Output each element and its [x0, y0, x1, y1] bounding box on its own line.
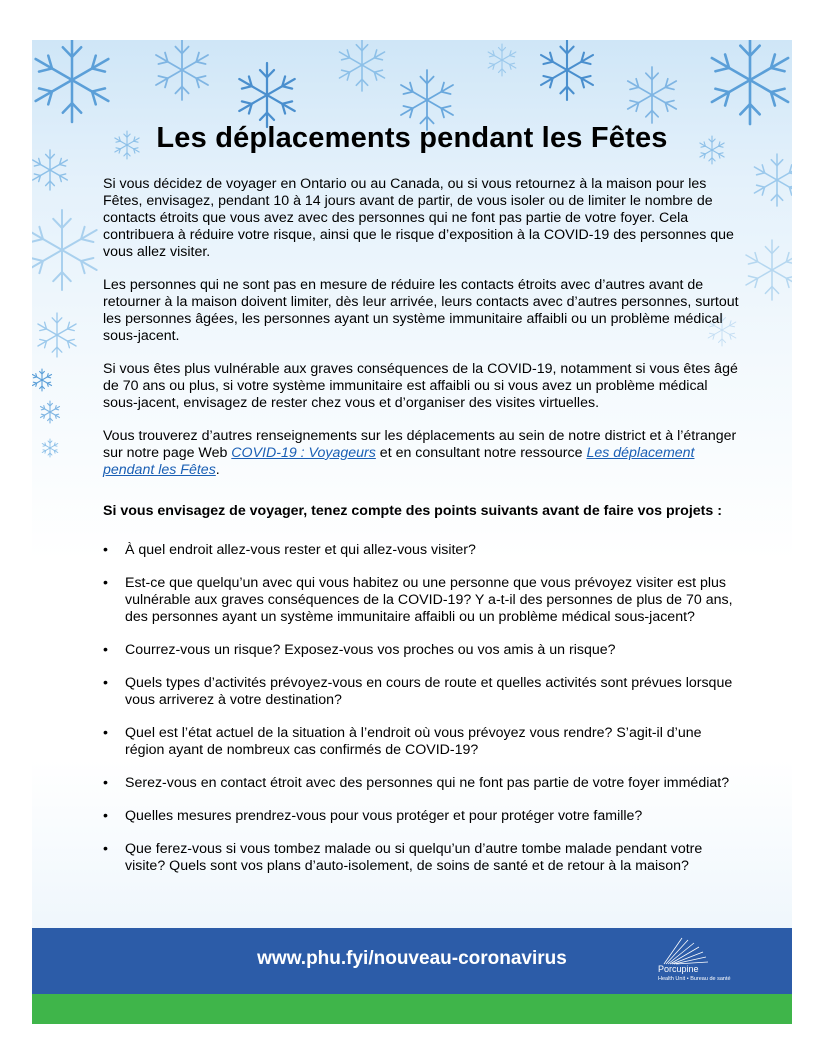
flyer-page	[32, 40, 792, 1024]
list-item	[103, 542, 743, 559]
covid-travellers-link[interactable]: COVID-19 : Voyageurs	[231, 445, 376, 461]
holiday-travel-resource-link[interactable]: Les déplacement pendant les Fêtes	[103, 445, 695, 478]
paragraph-travel-isolation: Si vous décidez de voyager en Ontario ou au Canada, ou si vous retournez à la maison pour les Fêtes, envisagez, pendant 10 à 14 jours avant de partir, de vous isoler ou de limiter le nombre de contacts étroits que vous avez avec des personnes qui ne font pas partie de votre foyer. Cela contribuera à réduire votre risque, ainsi que le risque d’exposition à la COVID-19 des personnes que vous allez visiter.	[103, 176, 734, 260]
resources-text-middle: et en consultant notre ressource	[375, 445, 587, 461]
bullet-icon: •	[103, 725, 108, 741]
list-item-text: Courrez-vous un risque? Exposez-vous vos proches ou vos amis à un risque?	[125, 642, 616, 658]
paragraph-vulnerable: Si vous êtes plus vulnérable aux graves conséquences de la COVID-19, notamment si vous êtes âgé de 70 ans ou plus, si votre système immunitaire est affaibli ou si vous avez un problème médical sous-jacent, envisagez de rester chez vous et d’organiser des visites virtuelles.	[103, 361, 738, 411]
checklist	[103, 542, 743, 875]
porcupine-logo-icon	[654, 936, 754, 966]
resources-text-before: Vous trouverez d’autres renseignements sur les déplacements au sein de notre district et à l’étranger sur notre page Web	[103, 428, 737, 461]
list-item-text: Quel est l’état actuel de la situation à l’endroit où vous prévoyez vous rendre? S’agit-il d’une région ayant de nombreux cas confirmés de COVID-19?	[125, 725, 702, 758]
porcupine-logo	[654, 936, 754, 988]
bullet-icon: •	[103, 542, 108, 558]
list-item-text: Est-ce que quelqu’un avec qui vous habitez ou une personne que vous prévoyez visiter est plus vulnérable aux graves conséquences de la COVID-19? Y a-t-il des personnes de plus de 70 ans, des personnes ayant un système immunitaire affaibli ou un problème médical sous-jacent?	[125, 575, 733, 625]
paragraph-resources	[103, 428, 743, 479]
main-content	[103, 176, 743, 891]
list-item	[103, 675, 743, 709]
bullet-icon: •	[103, 675, 108, 691]
list-item	[103, 575, 743, 626]
list-item	[103, 841, 743, 875]
footer-band	[32, 928, 792, 994]
bullet-icon: •	[103, 575, 108, 591]
list-item	[103, 642, 743, 659]
list-item	[103, 808, 743, 825]
logo-name: Porcupine	[658, 964, 699, 974]
bullet-icon: •	[103, 642, 108, 658]
footer-url[interactable]: www.phu.fyi/nouveau-coronavirus	[257, 948, 567, 969]
page-title: Les déplacements pendant les Fêtes	[156, 122, 668, 154]
list-item	[103, 725, 743, 759]
checklist-heading: Si vous envisagez de voyager, tenez compte des points suivants avant de faire vos projets :	[103, 503, 722, 519]
list-item-text: Que ferez-vous si vous tombez malade ou si quelqu’un d’autre tombe malade pendant votre visite? Quels sont vos plans d’auto-isolement, de soins de santé et de retour à la maison?	[125, 841, 703, 874]
logo-subtitle: Health Unit • Bureau de santé	[658, 976, 731, 982]
list-item-text: Quels types d’activités prévoyez-vous en cours de route et quelles activités sont prévues lorsque vous arriverez à votre destination?	[125, 675, 733, 708]
list-item	[103, 775, 743, 792]
bullet-icon: •	[103, 841, 108, 857]
footer-green-band	[32, 994, 792, 1024]
list-item-text: Quelles mesures prendrez-vous pour vous protéger et pour protéger votre famille?	[125, 808, 643, 824]
resources-text-after: .	[215, 462, 220, 478]
list-item-text: À quel endroit allez-vous rester et qui allez-vous visiter?	[125, 542, 476, 558]
paragraph-limit-contacts: Les personnes qui ne sont pas en mesure de réduire les contacts étroits avec d’autres avant de retourner à la maison doivent limiter, dès leur arrivée, leurs contacts avec d’autres personnes, surtout les personnes âgées, les personnes ayant un système immunitaire affaibli ou un problème médical sous-jacent.	[103, 277, 739, 344]
bullet-icon: •	[103, 775, 108, 791]
list-item-text: Serez-vous en contact étroit avec des personnes qui ne font pas partie de votre foyer immédiat?	[125, 775, 730, 791]
bullet-icon: •	[103, 808, 108, 824]
